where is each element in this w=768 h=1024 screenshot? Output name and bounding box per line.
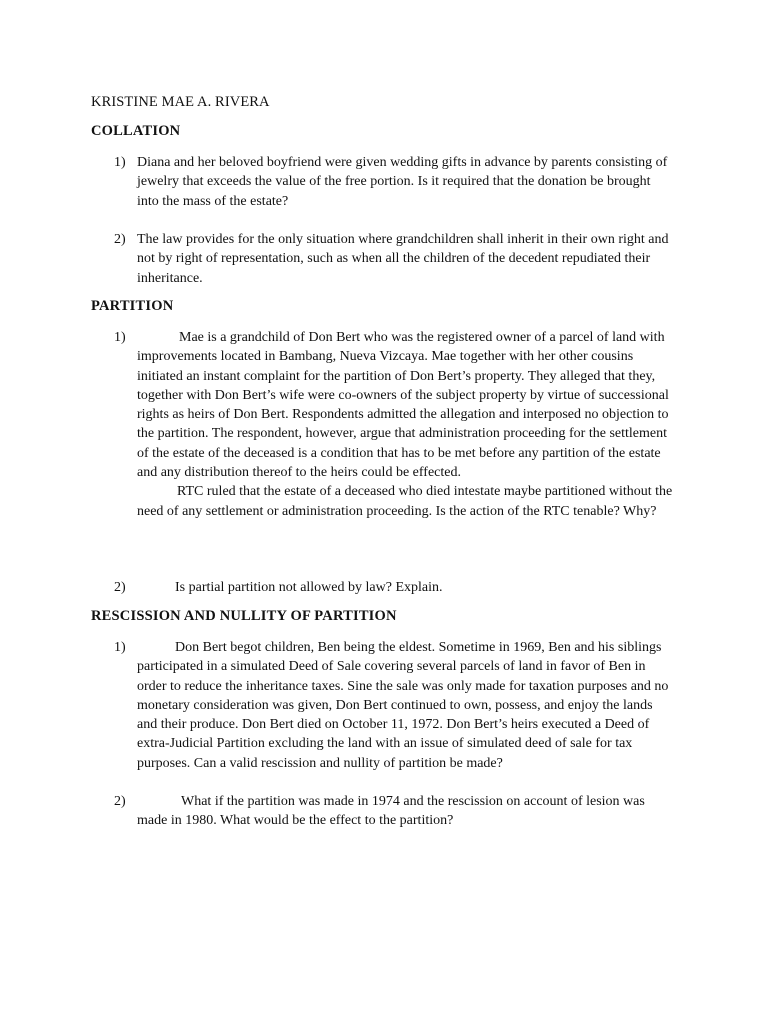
item-text: Don Bert begot children, Ben being the eldest. Sometime in 1969, Ben and his siblings participated in a simulated Deed of Sale covering several parcels of land in favor of Ben in order to reduce the inheritance taxes. Sine the sale was only made for taxation purposes and no monetary consideration was given, Don Bert continued to own, possess, and enjoy the lands and their produce. Don Bert died on October 11, 1972. Don Bert’s heirs executed a Deed of extra-Judicial Partition excluding the land with an issue of simulated deed of sale for tax purposes. Can a valid rescission and nullity of partition be made? xyxy=(137,640,669,771)
item-text: Mae is a grandchild of Don Bert who was the registered owner of a parcel of land with improvements located in Bambang, Nueva Vizcaya. Mae together with her other cousins initiated an instant complaint for the partition of Don Bert’s property. They alleged that they, together with Don Bert’s wife were co-owners of the subject property by virtue of successional rights as heirs of Don Bert. Respondents admitted the allegation and interposed no objection to the partition. The respondent, however, argue that administration proceeding for the settlement of the estate of the deceased is a condition that has to be met before any partition of the estate and any distribution thereof to the heirs could be effected. xyxy=(137,330,669,481)
item-number: 1) xyxy=(114,640,126,655)
item-text: Is partial partition not allowed by law? Explain. xyxy=(175,580,443,595)
list-item xyxy=(114,328,674,521)
item-text: The law provides for the only situation where grandchildren shall inherit in their own right and not by right of representation, such as when all the children of the decedent repudiated their inheritance. xyxy=(137,232,669,286)
list-item xyxy=(114,578,674,597)
list-item xyxy=(114,638,674,773)
item-number: 1) xyxy=(114,155,126,170)
item-text-continued: RTC ruled that the estate of a deceased who died intestate maybe partitioned without the need of any settlement or administration proceeding. Is the action of the RTC tenable? Why? xyxy=(137,484,673,519)
list-item xyxy=(114,153,674,211)
section-heading-collation: COLLATION xyxy=(91,123,181,139)
item-number: 1) xyxy=(114,330,126,345)
item-number: 2) xyxy=(114,794,126,809)
item-text: Diana and her beloved boyfriend were given wedding gifts in advance by parents consisting of jewelry that exceeds the value of the free portion. Is it required that the donation be brought into the mass of the estate? xyxy=(137,155,668,209)
item-text: What if the partition was made in 1974 and the rescission on account of lesion was made in 1980. What would be the effect to the partition? xyxy=(137,794,645,829)
list-item xyxy=(114,792,674,831)
section-heading-rescission: RESCISSION AND NULLITY OF PARTITION xyxy=(91,608,397,624)
item-number: 2) xyxy=(114,232,126,247)
list-item xyxy=(114,230,674,288)
author-name: KRISTINE MAE A. RIVERA xyxy=(91,94,270,110)
item-number: 2) xyxy=(114,580,126,595)
section-heading-partition: PARTITION xyxy=(91,298,174,314)
